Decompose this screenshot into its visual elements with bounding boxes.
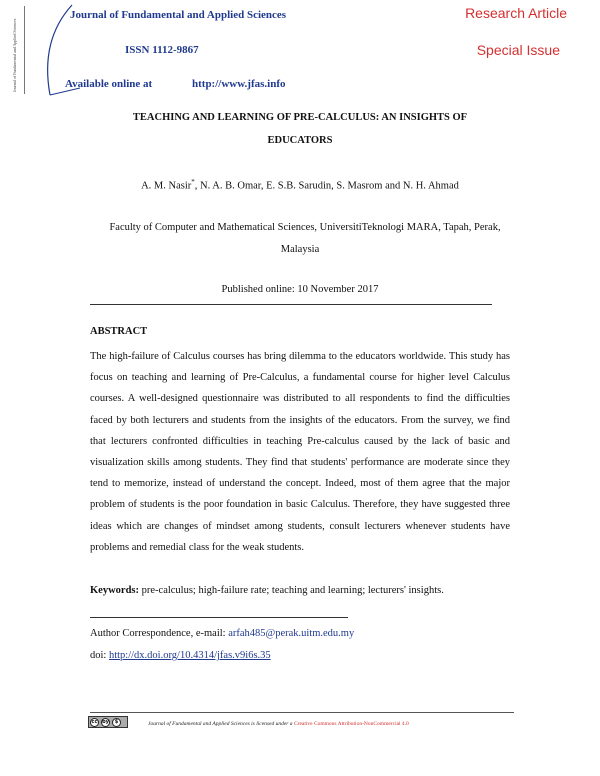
keywords-line (90, 585, 510, 596)
journal-url-link[interactable]: http://www.jfas.info (192, 78, 286, 90)
keywords-text: pre-calculus; high-failure rate; teaching and learning; lecturers' insights. (139, 585, 444, 596)
other-authors: , N. A. B. Omar, E. S.B. Sarudin, S. Masrom and N. H. Ahmad (194, 180, 459, 192)
correspondence-label: Author Correspondence, e-mail: (90, 628, 229, 639)
available-online-label: Available online at (65, 78, 153, 90)
cc-license-badge[interactable] (88, 716, 128, 728)
footer-divider (90, 712, 514, 713)
article-type-label: Research Article (465, 5, 567, 21)
published-date: Published online: 10 November 2017 (221, 284, 379, 295)
abstract-body: The high-failure of Calculus courses has bring dilemma to the educators worldwide. This study has focus on teaching and learning of Pre-Calculus, a fundamental course for higher level Calculus courses. A well-designed questionnaire was distributed to all respondents to find the difficulties faced by both lecturers and students from the insights of the educators. From the survey, we find that lecturers confronted difficulties in teaching Pre-calculus caused by the lack of basic and visualization skills among students. They find that students' performance are moderate since they tend to memorize, instead of understand the concept. Indeed, most of them agree that the major problem of students is the poor foundation in basic Calculus. Therefore, they have suggested three ideas which are changes of mindset among students, consult lecturers whenever students have problems and remedial class for the weak students. (90, 351, 510, 553)
abstract-heading: ABSTRACT (90, 326, 148, 337)
noncommercial-icon: $ (112, 718, 121, 727)
paper-title-line2: EDUCATORS (267, 135, 333, 146)
first-author: A. M. Nasir (141, 180, 192, 192)
doi-label: doi: (90, 650, 109, 661)
attribution-icon: by (102, 719, 109, 725)
journal-title: Journal of Fundamental and Applied Sciences (70, 9, 287, 21)
paper-title-line1: TEACHING AND LEARNING OF PRE-CALCULUS: AN INSIGHTS OF (132, 112, 468, 123)
divider (90, 304, 492, 305)
doi-link[interactable]: http://dx.doi.org/10.4314/jfas.v9i6s.35 (108, 650, 271, 661)
corresponding-author-mark: * (191, 178, 195, 186)
issue-type-label: Special Issue (476, 42, 560, 58)
email-link[interactable]: arfah485@perak.uitm.edu.my (228, 628, 355, 639)
cc-icon: cc (91, 719, 98, 725)
keywords-label: Keywords: (90, 585, 139, 596)
doi-line (90, 650, 271, 661)
side-strip-text: Journal of Fundamental and Applied Sciences (12, 18, 17, 92)
author-list (0, 178, 600, 192)
affiliation-line2: Malaysia (280, 244, 320, 255)
license-link[interactable]: Creative Commons Attribution-NonCommercial 4.0 (293, 721, 409, 727)
footnote-divider (90, 617, 348, 618)
affiliation-line1: Faculty of Computer and Mathematical Sciences, UniversitiTeknologi MARA, Tapah, Perak, (109, 222, 501, 233)
license-notice (148, 721, 409, 727)
issn: ISSN 1112-9867 (125, 44, 199, 56)
license-text: Journal of Fundamental and Applied Sciences is licensed under a (148, 721, 294, 727)
correspondence-line (90, 628, 354, 639)
